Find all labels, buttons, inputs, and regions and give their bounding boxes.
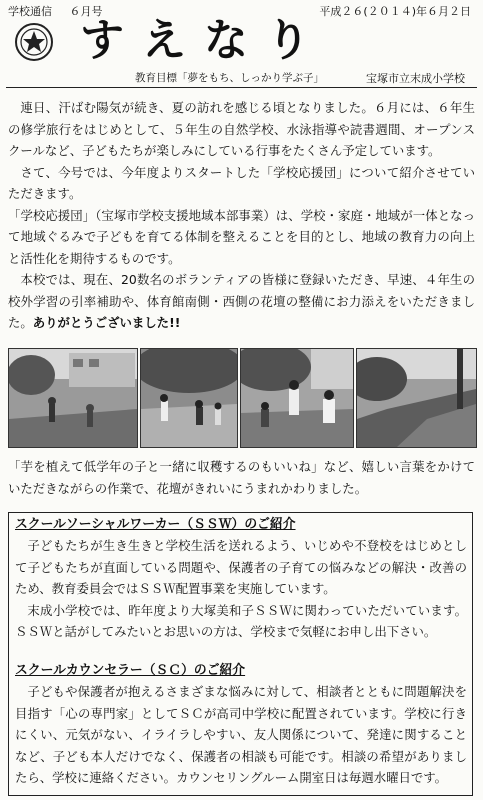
- intro-paragraph: 連日、汗ばむ陽気が続き、夏の訪れを感じる頃となりました。６月には、６年生の修学旅行をはじめとして、５年生の自然学校、水泳指導や読書週間、オープンスクールなど、子どもたちが楽しみにしている行事をたくさん予定しています。: [8, 100, 475, 158]
- intro-paragraph: [8, 269, 475, 334]
- intro-paragraph: さて、今号では、今年度よりスタートした「学校応援団」について紹介させていただきます。: [8, 164, 475, 201]
- sc-paragraph: 子どもや保護者が抱えるさまざまな悩みに対して、相談者とともに問題解決を目指す「心の専門家」としてＳＣが高司中学校に配置されています。学校に行きにくい、元気がない、イライラしやすい、友人関係について、発達に関することなど、子ども本人だけでなく、保護者の相談も可能です。相談の希望がありましたら、学校に連絡ください。カウンセリングルーム開室日は毎週水曜日です。: [15, 684, 467, 785]
- ssw-section: [15, 515, 467, 643]
- newsletter-title: すえなり: [80, 15, 328, 66]
- issue-date: 平成２６(２０１４)年６月２日: [319, 5, 471, 18]
- school-name: 宝塚市立末成小学校: [366, 72, 465, 85]
- photo-students-working: [140, 348, 238, 448]
- newsletter-label: 学校通信: [8, 5, 52, 18]
- thanks-text: ありがとうございました!!: [32, 315, 181, 330]
- ssw-heading: スクールソーシャルワーカー（ＳＳＷ）のご紹介: [15, 517, 296, 532]
- issue-number: ６月号: [69, 5, 103, 18]
- photo-caption: 「芋を植えて低学年の子と一緒に収穫するのもいいね」など、嬉しい言葉をかけていただきながらの作業で、花壇がきれいにうまれかわりました。: [8, 459, 475, 496]
- support-staff-box: [8, 512, 473, 796]
- sc-heading: スクールカウンセラー（ＳＣ）のご紹介: [15, 663, 246, 678]
- education-motto: 教育目標「夢をもち、しっかり学ぶ子」: [135, 72, 324, 84]
- school-emblem-icon: [14, 22, 54, 62]
- ssw-paragraph: 末成小学校では、昨年度より大塚美和子ＳＳＷに関わっていただいています。ＳＳＷと話がしてみたいとお思いの方は、学校まで気軽にお申し出下さい。: [15, 602, 467, 639]
- ssw-paragraph: 子どもたちが生き生きと学校生活を送れるよう、いじめや不登校をはじめとして子どもたちが直面している問題や、保護者の子育ての悩みなどの解決・改善のため、教育委員会ではＳＳＷ配置事業を実施しています。: [15, 538, 467, 596]
- photo-students-planting: [240, 348, 354, 448]
- intro-paragraph: 「学校応援団」（宝塚市学校支援地域本部事業）は、学校・家庭・地域が一体となって地域ぐるみで子どもを育てる体制を整えることを目的とし、地域の教育力の向上と活性化を期待するものです。: [8, 207, 475, 266]
- photo-strip: [8, 348, 475, 446]
- intro-section: [8, 97, 475, 334]
- photo-garden-building: [8, 348, 138, 448]
- volunteer-text: 本校では、現在、20数名のボランティアの皆様に登録いただき、早速、４年生の校外学習の引率補助や、体育館南側・西側の花壇の整備にお力添えをいただきました。: [8, 272, 475, 330]
- header-divider: [6, 87, 477, 88]
- photo-flower-bed: [356, 348, 477, 448]
- newsletter-header: [0, 0, 483, 90]
- sc-section: [15, 661, 467, 789]
